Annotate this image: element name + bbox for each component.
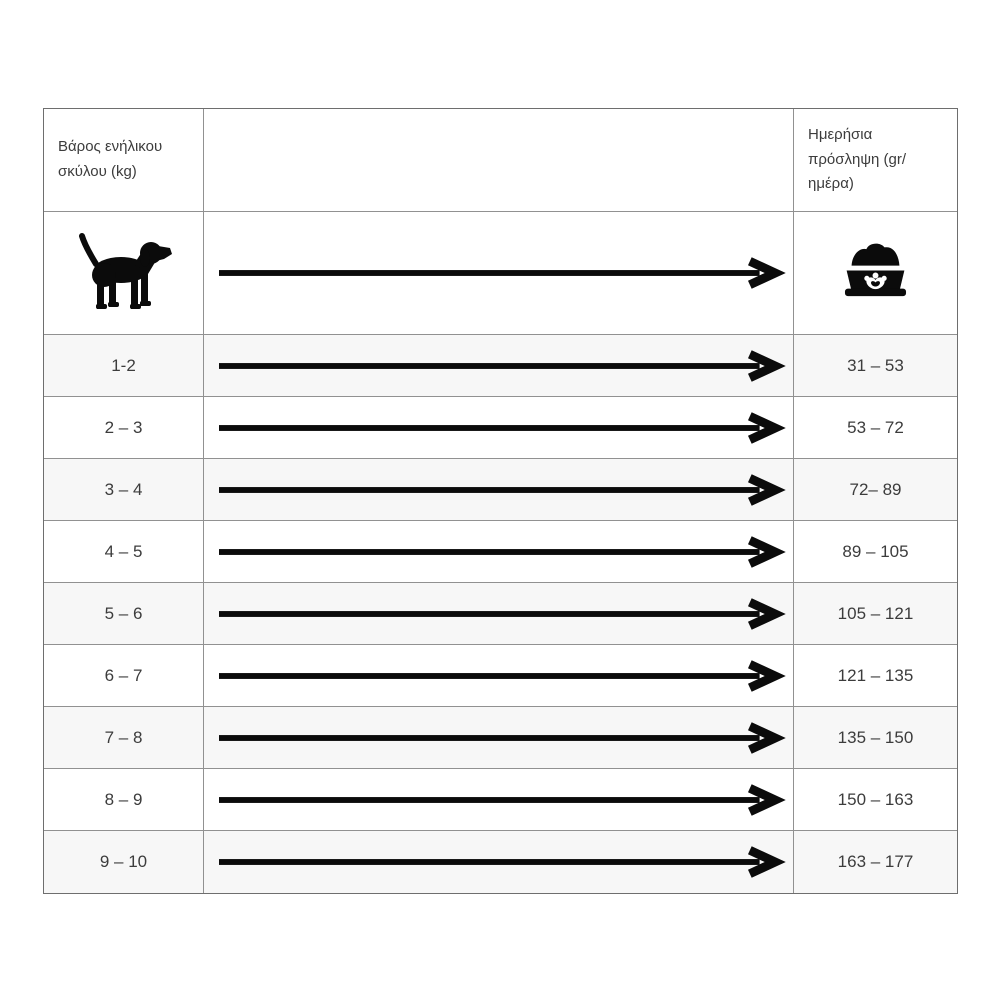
header-weight-label: Βάρος ενήλικου σκύλου (kg) <box>58 138 163 180</box>
arrow-cell <box>204 645 794 706</box>
arrow-cell <box>204 769 794 830</box>
intake-value: 53 – 72 <box>847 417 904 437</box>
weight-value: 9 – 10 <box>99 852 148 871</box>
right-arrow-icon <box>219 535 786 569</box>
weight-value: 1-2 <box>111 355 136 375</box>
header-row <box>44 109 957 212</box>
weight-cell <box>44 335 204 396</box>
right-arrow-icon <box>219 845 786 879</box>
feeding-guide-table <box>43 108 958 894</box>
right-arrow-icon <box>219 721 786 755</box>
weight-cell <box>44 645 204 706</box>
table-row <box>44 707 957 769</box>
arrow-cell <box>204 521 794 582</box>
right-arrow-icon <box>219 349 786 383</box>
table-row <box>44 397 957 459</box>
intake-value: 72– 89 <box>849 479 902 499</box>
arrow-cell <box>204 583 794 644</box>
weight-value: 3 – 4 <box>104 479 143 499</box>
arrow-cell <box>204 459 794 520</box>
right-arrow-icon <box>219 659 786 693</box>
weight-value: 8 – 9 <box>104 789 143 809</box>
table-row <box>44 335 957 397</box>
intake-value: 89 – 105 <box>842 541 909 561</box>
intake-cell <box>794 397 957 458</box>
intake-value: 135 – 150 <box>837 727 914 747</box>
intake-value: 31 – 53 <box>847 355 904 375</box>
weight-value: 6 – 7 <box>104 665 143 685</box>
icon-cell-bowl <box>794 212 957 334</box>
weight-cell <box>44 583 204 644</box>
weight-cell <box>44 769 204 830</box>
table-row <box>44 583 957 645</box>
weight-value: 2 – 3 <box>104 417 143 437</box>
header-intake-label: Ημερήσια πρόσληψη (gr/ημέρα) <box>808 125 907 193</box>
intake-cell <box>794 769 957 830</box>
icon-cell-dog <box>44 212 204 334</box>
weight-cell <box>44 459 204 520</box>
weight-cell <box>44 397 204 458</box>
table-row <box>44 521 957 583</box>
right-arrow-icon <box>219 411 786 445</box>
weight-value: 4 – 5 <box>104 541 143 561</box>
icon-cell-arrow <box>204 212 794 334</box>
intake-value: 105 – 121 <box>837 603 914 623</box>
intake-value: 150 – 163 <box>837 789 914 809</box>
intake-cell <box>794 459 957 520</box>
header-cell-intake <box>794 109 957 211</box>
dog-food-bowl-paw-icon <box>834 240 917 306</box>
right-arrow-icon <box>219 473 786 507</box>
arrow-cell <box>204 831 794 893</box>
intake-cell <box>794 831 957 893</box>
right-arrow-icon <box>219 256 786 290</box>
intake-cell <box>794 335 957 396</box>
header-cell-spacer <box>204 109 794 211</box>
weight-value: 7 – 8 <box>104 727 143 747</box>
intake-cell <box>794 521 957 582</box>
intake-cell <box>794 707 957 768</box>
intake-value: 121 – 135 <box>837 665 914 685</box>
weight-value: 5 – 6 <box>104 603 143 623</box>
dog-silhouette-icon <box>74 232 174 314</box>
intake-cell <box>794 583 957 644</box>
intake-cell <box>794 645 957 706</box>
arrow-cell <box>204 397 794 458</box>
intake-value: 163 – 177 <box>837 852 914 871</box>
header-cell-weight <box>44 109 204 211</box>
weight-cell <box>44 831 204 893</box>
table-row <box>44 769 957 831</box>
icon-row <box>44 212 957 335</box>
table-row <box>44 831 957 893</box>
arrow-cell <box>204 707 794 768</box>
table-row <box>44 645 957 707</box>
table-row <box>44 459 957 521</box>
right-arrow-icon <box>219 597 786 631</box>
weight-cell <box>44 521 204 582</box>
arrow-cell <box>204 335 794 396</box>
right-arrow-icon <box>219 783 786 817</box>
weight-cell <box>44 707 204 768</box>
